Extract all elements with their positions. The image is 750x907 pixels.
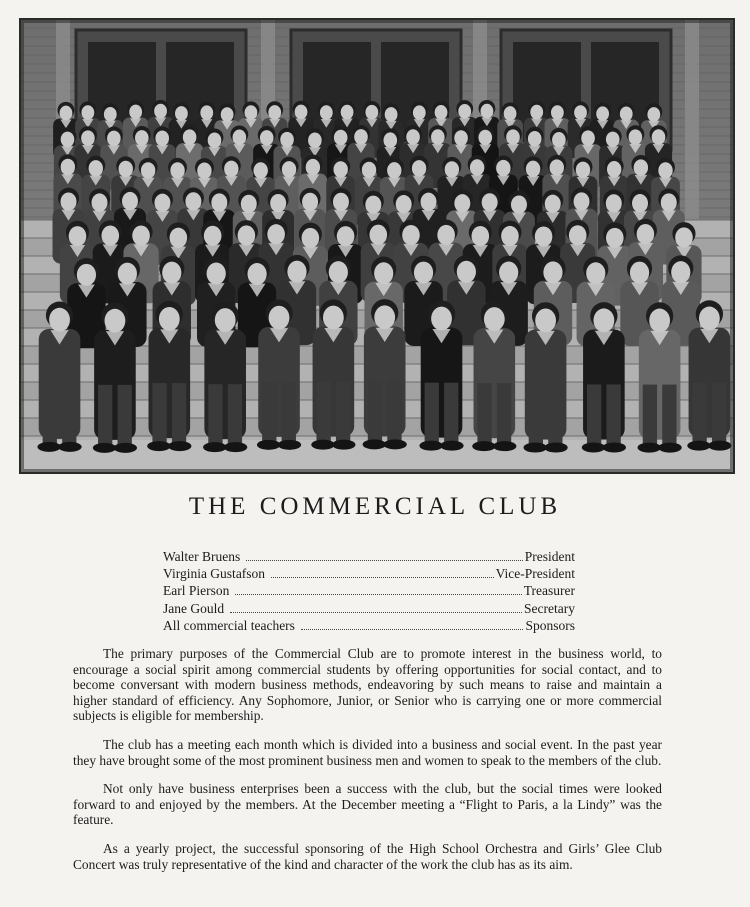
dot-leader bbox=[235, 593, 521, 595]
officer-name: Walter Bruens bbox=[163, 549, 241, 564]
officers-list bbox=[163, 548, 575, 634]
officer-row bbox=[163, 617, 575, 634]
officer-name: Jane Gould bbox=[163, 600, 225, 616]
officer-row bbox=[163, 582, 575, 599]
officer-role: Treasurer bbox=[523, 583, 575, 599]
photo-illustration bbox=[21, 20, 733, 472]
paragraph-project: As a yearly project, the successful sponsoring of the High School Orchestra and Girls’ Glee Club Concert was truly representative of the kind and character of the work the club has as its aim. bbox=[73, 840, 662, 872]
officer-name: Earl Pierson bbox=[163, 583, 230, 599]
dot-leader bbox=[230, 611, 522, 613]
dot-leader bbox=[246, 559, 522, 561]
dot-leader bbox=[301, 628, 524, 630]
officer-role: Sponsors bbox=[525, 617, 575, 633]
officer-row bbox=[163, 600, 575, 617]
description bbox=[73, 646, 662, 885]
group-photograph bbox=[19, 18, 735, 474]
dot-leader bbox=[271, 576, 494, 578]
page-title: THE COMMERCIAL CLUB bbox=[188, 493, 562, 520]
officer-name: Virginia Gustafson bbox=[163, 566, 266, 582]
paragraph-purpose: The primary purposes of the Commercial Club are to promote interest in the business world, to encourage a social spirit among commercial students by offering opportunities for social contact, and to become conversant with modern business methods, endeavoring by such means to raise and maintain a higher standard of efficiency. Any Sophomore, Junior, or Senior who is carrying one or more commercial subjects is eligible for membership. bbox=[73, 646, 662, 724]
paragraph-social: Not only have business enterprises been a success with the club, but the social times were looked forward to and enjoyed by the members. At the December meeting a “Flight to Paris, a la Lindy” was the feature. bbox=[73, 781, 662, 828]
officer-role: Vice-President bbox=[495, 566, 575, 582]
officer-role: Secretary bbox=[524, 600, 575, 616]
officer-name: All commercial teachers bbox=[163, 617, 295, 633]
officer-row bbox=[163, 565, 575, 582]
officer-role: President bbox=[524, 549, 575, 564]
officer-row bbox=[163, 548, 575, 565]
paragraph-meetings: The club has a meeting each month which is divided into a business and social event. In the past year they have brought some of the most prominent business men and women to speak to the members of the club. bbox=[73, 736, 662, 768]
